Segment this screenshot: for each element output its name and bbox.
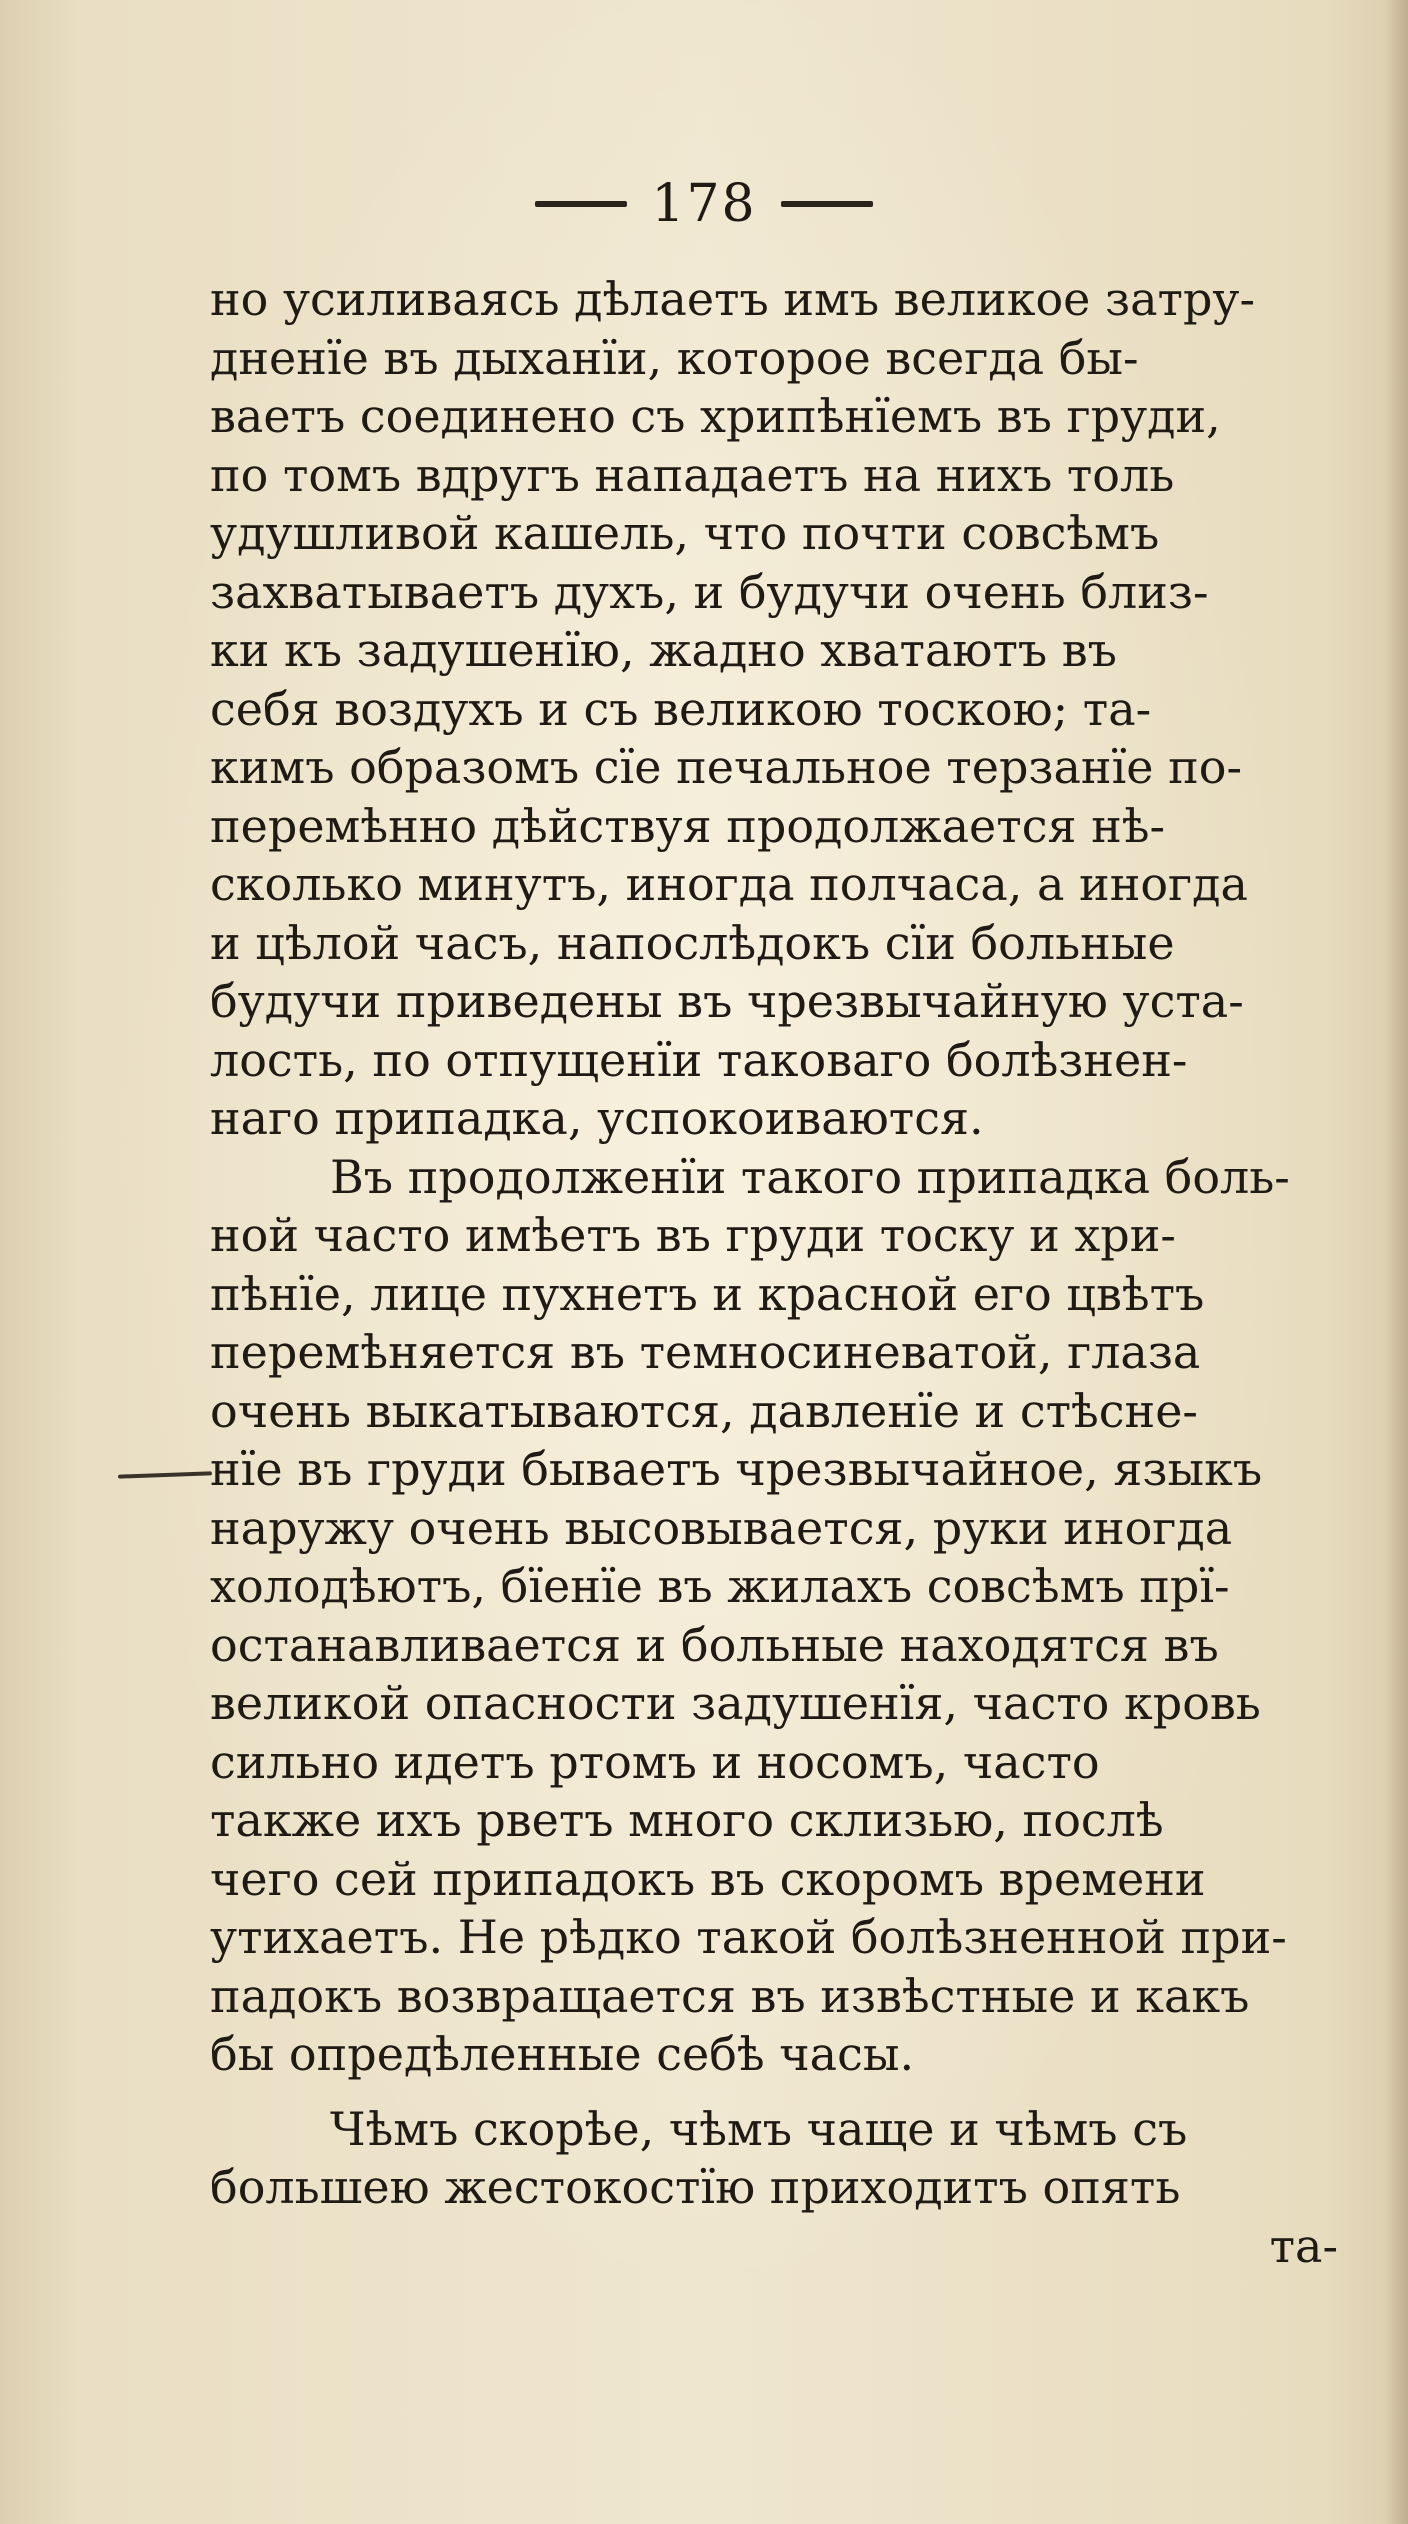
- page-number: 178: [651, 174, 757, 234]
- text-line: нїе въ груди бываетъ чрезвычайное, языкъ: [210, 1442, 1263, 1496]
- page-edge-shadow: [1384, 0, 1408, 2524]
- text-line: ваетъ соединено съ хрипѣнїемъ въ груди,: [210, 389, 1221, 443]
- text-line: по томъ вдругъ нападаетъ на нихъ толь: [210, 447, 1175, 502]
- text-line: чего сей припадокъ въ скоромъ времени: [210, 1851, 1206, 1906]
- text-line: утихаетъ. Не рѣдко такой болѣзненной при-: [210, 1910, 1287, 1964]
- text-line: перемѣняется въ темносиневатой, глаза: [210, 1325, 1201, 1379]
- text-line: удушливой кашель, что почти совсѣмъ: [210, 506, 1160, 560]
- text-line: будучи приведены въ чрезвычайную уста-: [210, 974, 1244, 1028]
- text-line: сильно идетъ ртомъ и носомъ, часто: [210, 1734, 1100, 1789]
- text-line: перемѣнно дѣйствуя продолжается нѣ-: [210, 798, 1166, 853]
- text-line: наго припадка, успокоиваются.: [210, 1091, 984, 1145]
- text-line: очень выкатываются, давленїе и стѣсне-: [210, 1383, 1198, 1438]
- body-text: [210, 270, 1370, 2275]
- text-line: холодѣютъ, бїенїе въ жилахъ совсѣмъ прї-: [210, 1559, 1230, 1613]
- text-line: лость, по отпущенїи таковаго болѣзнен-: [210, 1032, 1188, 1087]
- text-line: кимъ образомъ сїе печальное терзанїе по-: [210, 740, 1243, 794]
- catchword: та-: [1269, 2218, 1338, 2273]
- page-header: [0, 174, 1408, 234]
- text-line: себя воздухъ и съ великою тоскою; та-: [210, 681, 1152, 736]
- text-line: наружу очень высовывается, руки иногда: [210, 1500, 1233, 1555]
- text-line: дненїе въ дыханїи, которое всегда бы-: [210, 330, 1139, 385]
- text-line: ной часто имѣетъ въ груди тоску и хри-: [210, 1208, 1176, 1262]
- text-line: сколько минутъ, иногда полчаса, а иногда: [210, 857, 1248, 911]
- text-line: большею жестокостїю приходитъ опять: [210, 2160, 1181, 2214]
- text-line: и цѣлой часъ, напослѣдокъ сїи больные: [210, 915, 1175, 970]
- header-dash-left: [535, 201, 627, 207]
- text-line: великой опасности задушенїя, часто кровь: [210, 1676, 1261, 1730]
- paragraph-first-line: Въ продолженїи такого припадка боль-: [330, 1149, 1290, 1204]
- text-line: пѣнїе, лице пухнетъ и красной его цвѣтъ: [210, 1266, 1205, 1321]
- text-line: падокъ возвращается въ извѣстные и какъ: [210, 1968, 1250, 2023]
- header-dash-right: [781, 201, 873, 207]
- text-line: также ихъ рветъ много склизью, послѣ: [210, 1793, 1164, 1847]
- margin-stroke-mark: [118, 1471, 212, 1478]
- text-line: но усиливаясь дѣлаетъ имъ великое затру-: [210, 272, 1256, 326]
- paragraph-first-line: Чѣмъ скорѣе, чѣмъ чаще и чѣмъ съ: [330, 2101, 1188, 2156]
- text-line: ки къ задушенїю, жадно хватаютъ въ: [210, 623, 1117, 677]
- text-line: захватываетъ духъ, и будучи очень близ-: [210, 564, 1209, 619]
- text-line: бы опредѣленные себѣ часы.: [210, 2027, 915, 2081]
- text-line: останавливается и больные находятся въ: [210, 1617, 1219, 1672]
